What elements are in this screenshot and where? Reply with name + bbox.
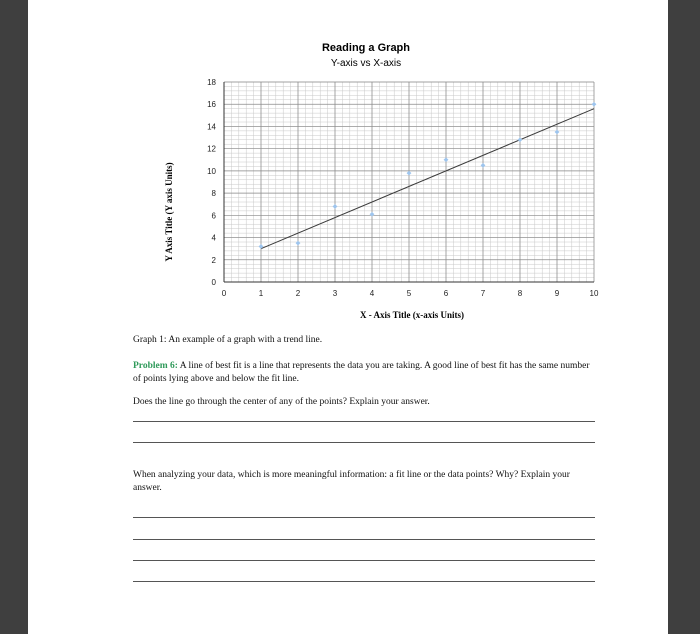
answer-line[interactable] (133, 539, 595, 540)
y-tick-label: 0 (211, 278, 216, 287)
chart-subtitle: Y-axis vs X-axis (330, 58, 402, 69)
left-margin-bar (0, 0, 28, 634)
data-point (296, 241, 301, 246)
x-tick-label: 10 (589, 289, 599, 298)
data-point (555, 130, 560, 135)
data-point (407, 171, 412, 176)
scatter-chart (148, 70, 618, 325)
question-1: Does the line go through the center of any of the points? Explain your answer. (133, 397, 430, 407)
x-tick-label: 3 (332, 289, 338, 298)
y-tick-label: 2 (211, 255, 216, 265)
y-tick-label: 6 (211, 211, 216, 221)
x-tick-label: 4 (369, 289, 375, 298)
data-point (592, 102, 597, 107)
trendline-segment (261, 109, 594, 249)
y-tick-labels (207, 78, 216, 287)
x-tick-label: 5 (406, 289, 412, 298)
question-2: When analyzing your data, which is more meaningful information: a fit line or the data points? Why? Explain your answer. (133, 470, 570, 493)
x-tick-label: 0 (221, 289, 227, 298)
answer-line[interactable] (133, 581, 595, 582)
problem-label: Problem 6: (133, 361, 178, 371)
chart-title: Reading a Graph (321, 42, 411, 54)
y-tick-label: 16 (207, 100, 216, 110)
y-axis-label: Y Axis Title (Y axis Units) (164, 162, 174, 262)
x-tick-label: 8 (517, 289, 523, 298)
right-margin-bar (668, 0, 700, 634)
x-axis-label: X - Axis Title (x-axis Units) (360, 310, 464, 320)
y-tick-label: 14 (207, 122, 216, 132)
x-tick-label: 9 (554, 289, 560, 298)
document-page (28, 0, 668, 634)
data-point (481, 163, 486, 168)
y-tick-label: 18 (207, 78, 216, 87)
x-tick-label: 7 (480, 289, 486, 298)
y-tick-label: 10 (207, 166, 216, 176)
x-tick-label: 2 (295, 289, 301, 298)
major-grid (224, 82, 594, 282)
problem-paragraph (133, 360, 598, 386)
trendline (261, 109, 594, 249)
answer-line[interactable] (133, 517, 595, 518)
answer-line[interactable] (133, 560, 595, 561)
answer-line[interactable] (133, 442, 595, 443)
answer-line[interactable] (133, 421, 595, 422)
x-tick-labels (222, 289, 599, 298)
data-point (444, 157, 449, 162)
x-tick-label: 6 (443, 289, 449, 298)
data-point (518, 137, 523, 142)
data-point (370, 212, 375, 217)
y-tick-label: 4 (211, 233, 216, 243)
x-tick-label: 1 (258, 289, 264, 298)
y-tick-label: 8 (211, 189, 216, 199)
data-point (333, 204, 338, 209)
graph-caption: Graph 1: An example of a graph with a trend line. (133, 335, 323, 345)
y-tick-label: 12 (207, 144, 216, 154)
problem-text: A line of best fit is a line that represents the data you are taking. A good line of best fit has the same number of points lying above and below the fit line. (133, 361, 590, 384)
